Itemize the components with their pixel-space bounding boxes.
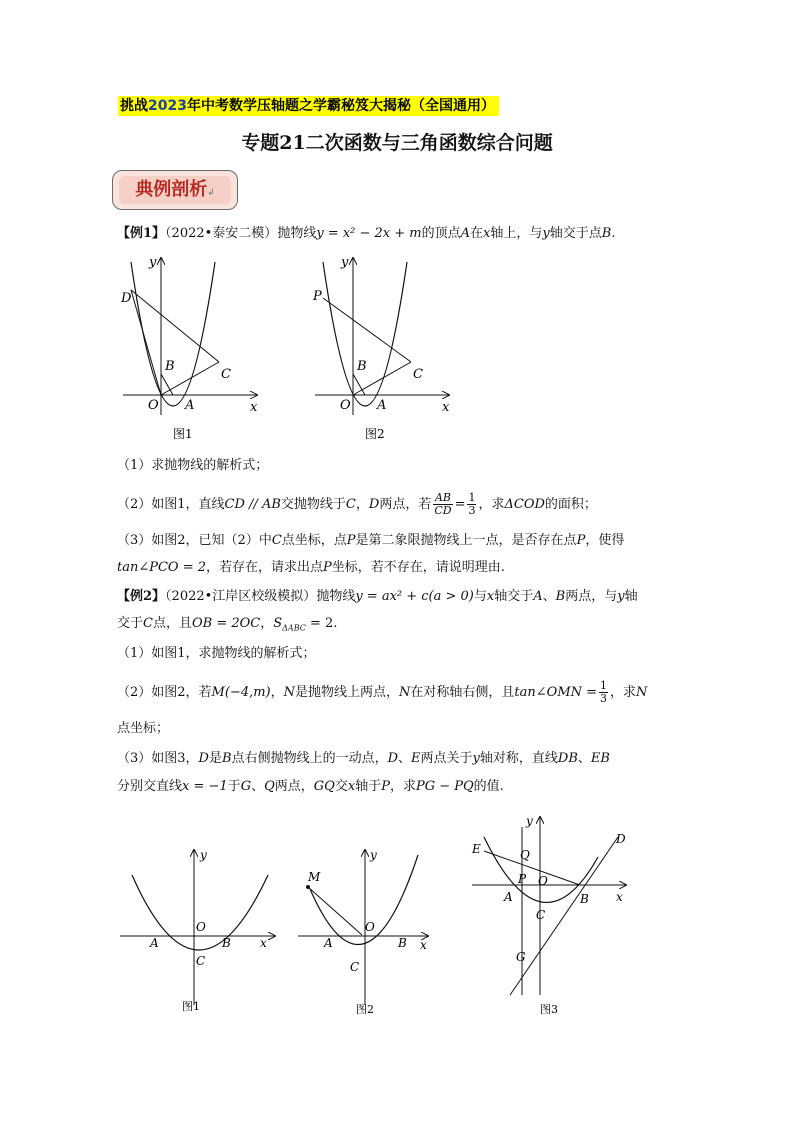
fig2-line-pc [323,298,411,362]
ex2-fig2-label-b: B [398,936,407,950]
ex2-fig2-label-x: x [420,938,427,952]
ex2-figure-2 [298,848,428,1016]
example1-q3: （3）如图2，已知（2）中C点坐标，点P是第二象限抛物线上一点，是否存在点P，使得 [117,533,625,548]
ex1-figure-2 [312,255,450,441]
ex2-figure-3 [471,814,626,1016]
ex2-fig1-label-c: C [196,954,206,968]
fig1-label-b: B [165,359,175,374]
fig1-caption: 图1 [173,427,193,441]
fig2-label-a: A [377,398,387,413]
example2-stem-line2: 交于C点，且OB = 2OC，$S_{\Delta ABC} = 2$. [117,616,338,633]
ex2-fig3-line-eb [484,851,580,885]
example1-q3-line2: tan∠PCO = 2，若存在，请求出点P坐标，若不存在，请说明理由. [117,560,505,575]
ex2-fig2-parabola [310,855,418,945]
series-banner: 挑战2023年中考数学压轴题之学霸秘笈大揭秘（全国通用） [118,96,499,116]
ex2-fig1-label-y: y [200,848,207,862]
ex2-fig1-label-o: O [196,920,206,934]
ex2-fig1-label-b: B [222,936,231,950]
example2-q1: （1）如图1，求抛物线的解析式； [117,646,316,661]
example1-q2: （2）如图1，直线CD // AB交抛物线于C，D两点，若 $\frac{AB}{CD}$ = $\frac{1}{3}$ ，求ΔCOD的面积； [117,491,597,517]
page-title: 专题21二次函数与三角函数综合问题 [241,132,553,154]
ex2-fig1-label-x: x [260,936,267,950]
ex2-figure-1 [120,848,275,1013]
example2-q2: （2）如图2，若M(−4,m)，N是抛物线上两点，N在对称轴右侧，且tan∠OMN = $\frac{1}{3}$ ，求N [117,679,648,705]
example2-q3-line2: 分别交直线x = −1于G、Q两点，GQ交x轴于P，求PG − PQ的值. [117,779,504,794]
fig2-label-p: P [313,289,322,304]
ex2-fig1-caption: 图1 [182,1000,200,1013]
ex2-fig2-label-a: A [324,936,333,950]
section-tag: 典例剖析↲ [112,170,238,210]
ex2-fig3-label-c: C [536,908,546,922]
fig2-label-o: O [340,398,351,413]
fig2-label-y: y [341,255,349,270]
fig2-label-x: x [442,400,450,415]
fig1-label-y: y [149,255,157,270]
example2-stem: 【例2】（2022•江岸区校级模拟）抛物线y = ax² + c(a > 0)与x轴交于A、B两点，与y轴 [117,589,638,604]
ex2-fig2-caption: 图2 [356,1003,374,1016]
ex2-fig2-point-m [306,885,310,889]
fig1-label-a: A [185,398,195,413]
fig2-parabola [323,262,407,406]
ex2-fig3-label-g: G [516,950,526,964]
ex2-fig2-label-m: M [308,870,321,884]
ex2-fig3-label-y: y [526,814,533,828]
ex2-fig2-label-y: y [370,848,377,862]
fig1-line-od [131,290,161,395]
example1-figures [115,250,475,441]
example2-q2-line2: 点坐标； [117,721,170,736]
fig1-label-x: x [250,400,258,415]
ex2-fig1-label-a: A [150,936,159,950]
ex2-fig3-label-p: P [518,872,527,886]
example1-stem: 【例1】（2022•泰安二模）抛物线y = x² − 2x + m的顶点A在x轴上，与y轴交于点B. [117,226,616,241]
fig1-line-cd [131,290,219,362]
ex2-fig3-label-d: D [616,832,626,846]
ex2-fig3-label-b: B [580,892,589,906]
section-tag-label: 典例剖析 [135,179,208,200]
ex2-fig3-caption: 图3 [540,1003,558,1016]
fig2-caption: 图2 [365,427,385,441]
ex2-fig2-label-o: O [365,920,375,934]
ex2-fig2-line-mn [308,887,362,935]
ex2-fig3-label-x: x [616,890,623,904]
fig1-label-o: O [148,398,159,413]
example1-q1: （1）求抛物线的解析式； [117,458,269,473]
ex1-figure-1 [120,255,258,441]
fig2-label-c: C [413,367,423,382]
ex2-fig2-label-c: C [350,960,360,974]
ex2-fig3-label-e: E [472,842,481,856]
ex2-fig3-label-q: Q [520,848,530,862]
ex2-fig3-label-o: O [538,874,548,888]
fig1-label-d: D [121,291,132,306]
fig2-label-b: B [357,359,367,374]
example2-figures [110,815,650,1025]
ex2-fig3-label-a: A [504,890,513,904]
example2-q3: （3）如图3，D是B点右侧抛物线上的一动点，D、E两点关于y轴对称，直线DB、EB [117,751,610,766]
fig1-label-c: C [221,367,231,382]
